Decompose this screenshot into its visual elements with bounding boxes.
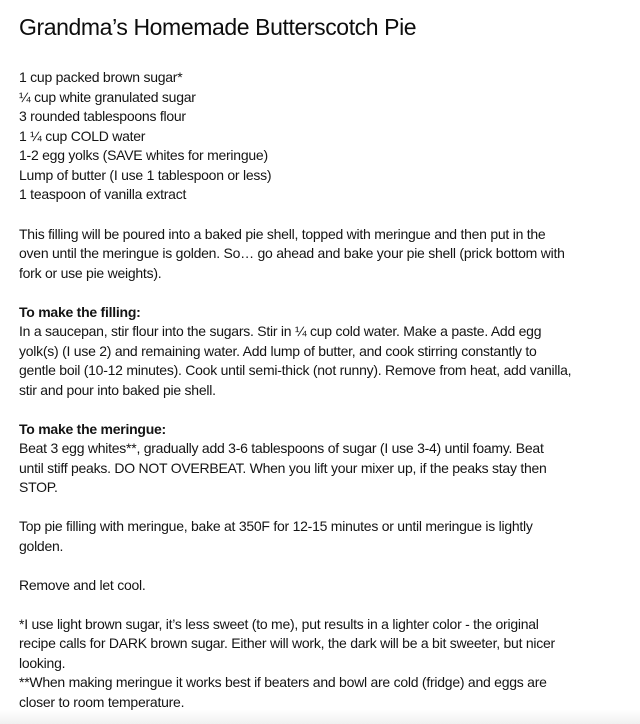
ingredient-item: 3 rounded tablespoons flour: [19, 108, 186, 124]
ingredient-item: 1 teaspoon of vanilla extract: [19, 186, 187, 202]
filling-line: In a saucepan, stir flour into the sugars. Stir in ¼ cup cold water. Make a paste. Add egg: [19, 323, 542, 339]
ingredient-item: 1 ¼ cup COLD water: [19, 128, 146, 144]
intro-line: This filling will be poured into a baked pie shell, topped with meringue and then put in the: [19, 226, 546, 242]
intro-line: fork or use pie weights).: [19, 265, 162, 281]
ingredient-item: Lump of butter (I use 1 tablespoon or less): [19, 167, 272, 183]
footnote-line: closer to room temperature.: [19, 694, 185, 710]
footnote-line: recipe calls for DARK brown sugar. Either will work, the dark will be a bit sweeter, but nicer: [19, 635, 555, 651]
filling-line: gentle boil (10-12 minutes). Cook until semi-thick (not runny). Remove from heat, add vanilla,: [19, 362, 572, 378]
intro-line: oven until the meringue is golden. So… go ahead and bake your pie shell (prick bottom with: [19, 245, 565, 261]
filling-heading: To make the filling:: [19, 304, 141, 320]
bake-line: Top pie filling with meringue, bake at 350F for 12-15 minutes or until meringue is lightly: [19, 518, 533, 534]
filling-line: stir and pour into baked pie shell.: [19, 382, 216, 398]
footnote-line: **When making meringue it works best if beaters and bowl are cold (fridge) and eggs are: [19, 674, 547, 690]
ingredient-item: ¼ cup white granulated sugar: [19, 89, 196, 105]
ingredient-item: 1-2 egg yolks (SAVE whites for meringue): [19, 147, 268, 163]
cool-paragraph: Remove and let cool.: [19, 577, 146, 593]
page-bottom-shadow: [0, 710, 640, 724]
meringue-line: until stiff peaks. DO NOT OVERBEAT. When you lift your mixer up, if the peaks stay then: [19, 460, 547, 476]
footnote-line: looking.: [19, 655, 66, 671]
meringue-line: STOP.: [19, 479, 58, 495]
recipe-title: Grandma’s Homemade Butterscotch Pie: [19, 14, 417, 40]
footnote-line: *I use light brown sugar, it’s less sweet (to me), put results in a lighter color - the original: [19, 616, 539, 632]
meringue-line: Beat 3 egg whites**, gradually add 3-6 tablespoons of sugar (I use 3-4) until foamy. Beat: [19, 440, 544, 456]
bake-line: golden.: [19, 538, 64, 554]
filling-line: yolk(s) (I use 2) and remaining water. Add lump of butter, and cook stirring constantly to: [19, 343, 537, 359]
meringue-heading: To make the meringue:: [19, 421, 166, 437]
ingredient-item: 1 cup packed brown sugar*: [19, 69, 183, 85]
